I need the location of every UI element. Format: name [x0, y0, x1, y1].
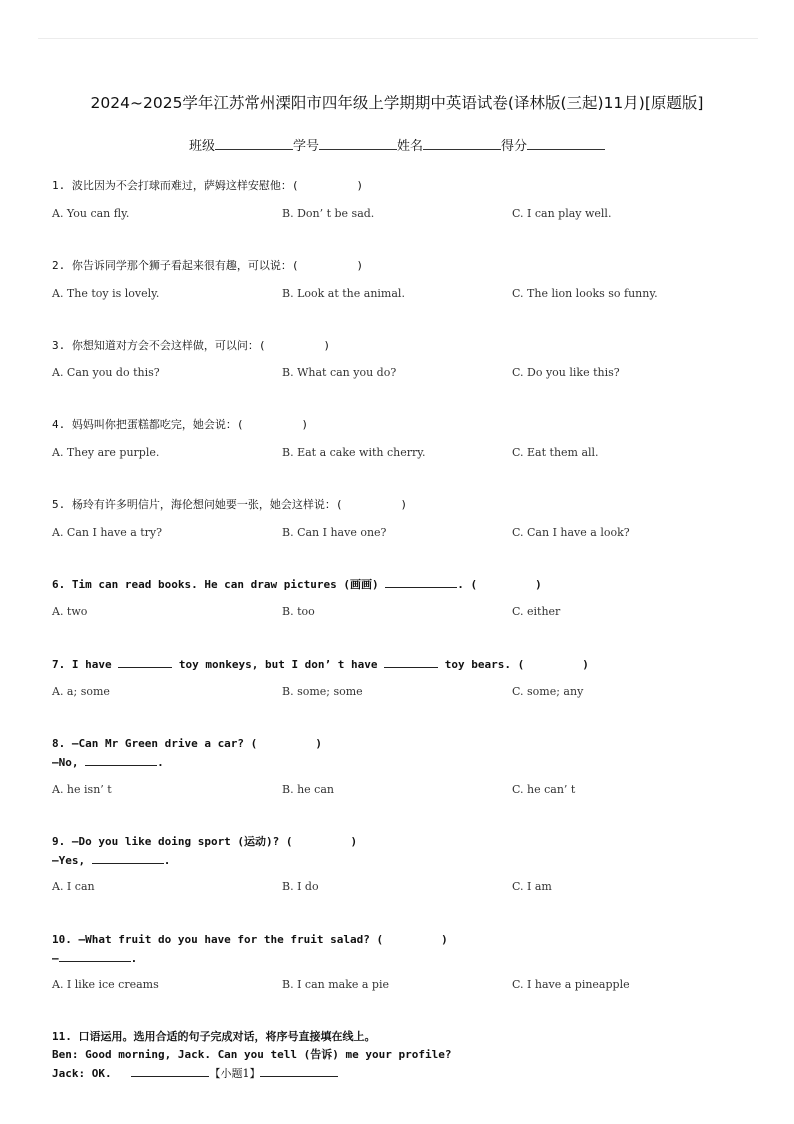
question-10-stem: [52, 931, 448, 949]
question-8-option-a[interactable]: A. he isn’ t: [52, 783, 112, 796]
question-4-option-c[interactable]: C. Eat them all.: [512, 446, 599, 459]
class-label: 班级: [188, 139, 215, 154]
question-11-stem: 11. 口语运用。选用合适的句子完成对话，将序号直接填在线上。: [52, 1030, 376, 1043]
question-4-stem: [52, 416, 308, 434]
answer-end: .: [130, 952, 138, 965]
name-label: 姓名: [397, 139, 424, 154]
dialogue-line-2: [52, 1065, 338, 1083]
paren-close: ): [315, 737, 322, 750]
dialogue-line-1: Ben: Good morning, Jack. Can you tell (告诉) me your profile?: [52, 1048, 452, 1061]
answer-end: .: [163, 854, 171, 867]
question-text: 9. —Do you like doing sport (运动)? (: [52, 835, 293, 848]
paren-close: ): [350, 835, 358, 848]
answer-blank[interactable]: [85, 754, 157, 766]
question-1-option-b[interactable]: B. Don’ t be sad.: [282, 207, 375, 220]
answer-prefix: —: [52, 952, 59, 965]
question-8-line2: [52, 754, 164, 772]
question-9-stem: [52, 833, 357, 851]
answer-blank[interactable]: [59, 950, 131, 962]
question-text-middle: toy monkeys, but I don’ t have: [172, 658, 385, 671]
question-6-stem: [52, 576, 542, 594]
question-text: 5. 杨玲有许多明信片，海伦想问她要一张，她会这样说：(: [52, 498, 343, 511]
question-text-end: . (: [457, 578, 478, 591]
question-1-option-a[interactable]: A. You can fly.: [52, 207, 130, 220]
question-text: 4. 妈妈叫你把蛋糕都吃完，她会说：(: [52, 418, 244, 431]
question-5-stem: [52, 496, 407, 514]
question-9-line2: [52, 852, 170, 870]
question-2-option-c[interactable]: C. The lion looks so funny.: [512, 287, 658, 300]
paren-close: ): [356, 259, 364, 272]
question-4-option-b[interactable]: B. Eat a cake with cherry.: [282, 446, 426, 459]
class-blank[interactable]: [215, 137, 293, 150]
answer-blank[interactable]: [92, 852, 164, 864]
dialogue-speaker-text: Jack: OK.: [52, 1067, 112, 1080]
question-9-option-c[interactable]: C. I am: [512, 880, 552, 893]
score-blank[interactable]: [527, 137, 605, 150]
question-5-option-b[interactable]: B. Can I have one?: [282, 526, 387, 539]
question-text: 6. Tim can read books. He can draw pictures (画画): [52, 578, 386, 591]
question-text: 10. —What fruit do you have for the fruit salad? (: [52, 933, 384, 946]
answer-blank-1[interactable]: [118, 656, 172, 668]
question-1-stem: [52, 177, 363, 195]
top-divider: [38, 38, 758, 39]
question-text-end: toy bears. (: [438, 658, 525, 671]
question-text: 1. 波比因为不会打球而难过，萨姆这样安慰他：(: [52, 179, 299, 192]
question-3-stem: [52, 337, 330, 355]
paren-close: ): [582, 658, 589, 671]
answer-blank-right[interactable]: [260, 1065, 338, 1077]
answer-blank-left[interactable]: [131, 1065, 209, 1077]
question-7-option-a[interactable]: A. a; some: [52, 685, 110, 698]
score-label: 得分: [501, 139, 528, 154]
question-text: 7. I have: [52, 658, 119, 671]
answer-end: .: [157, 756, 164, 769]
question-6-option-a[interactable]: A. two: [52, 605, 88, 618]
question-10-option-b[interactable]: B. I can make a pie: [282, 978, 390, 991]
paren-close: ): [400, 498, 408, 511]
question-6-option-b[interactable]: B. too: [282, 605, 315, 618]
question-text: 2. 你告诉同学那个狮子看起来很有趣，可以说：(: [52, 259, 299, 272]
student-id-label: 学号: [292, 139, 319, 154]
name-blank[interactable]: [423, 137, 501, 150]
answer-prefix: —Yes,: [52, 854, 92, 867]
question-9-option-b[interactable]: B. I do: [282, 880, 319, 893]
question-9-option-a[interactable]: A. I can: [52, 880, 95, 893]
student-info-row: [0, 135, 794, 154]
question-10-option-a[interactable]: A. I like ice creams: [52, 978, 159, 991]
paren-close: ): [323, 339, 331, 352]
question-3-option-c[interactable]: C. Do you like this?: [512, 366, 620, 379]
paren-close: ): [356, 179, 364, 192]
paren-close: ): [301, 418, 309, 431]
subquestion-label: 【小题1】: [209, 1067, 261, 1080]
question-text: 3. 你想知道对方会不会这样做，可以问：(: [52, 339, 266, 352]
question-2-option-b[interactable]: B. Look at the animal.: [282, 287, 405, 300]
paren-close: ): [441, 933, 448, 946]
question-1-option-c[interactable]: C. I can play well.: [512, 207, 612, 220]
question-2-stem: [52, 257, 363, 275]
student-id-blank[interactable]: [319, 137, 397, 150]
question-4-option-a[interactable]: A. They are purple.: [52, 446, 160, 459]
answer-prefix: —No,: [52, 756, 86, 769]
question-5-option-a[interactable]: A. Can I have a try?: [52, 526, 163, 539]
question-8-stem: [52, 735, 322, 753]
question-7-stem: [52, 656, 589, 674]
question-8-option-b[interactable]: B. he can: [282, 783, 334, 796]
question-10-option-c[interactable]: C. I have a pineapple: [512, 978, 630, 991]
question-5-option-c[interactable]: C. Can I have a look?: [512, 526, 630, 539]
question-8-option-c[interactable]: C. he can’ t: [512, 783, 576, 796]
question-7-option-b[interactable]: B. some; some: [282, 685, 363, 698]
question-10-line2: [52, 950, 137, 968]
question-6-option-c[interactable]: C. either: [512, 605, 561, 618]
question-3-option-b[interactable]: B. What can you do?: [282, 366, 397, 379]
paren-close: ): [535, 578, 542, 591]
question-3-option-a[interactable]: A. Can you do this?: [52, 366, 160, 379]
page-title: 2024~2025学年江苏常州溧阳市四年级上学期期中英语试卷(译林版(三起)11月)[原题版]: [90, 94, 704, 112]
question-2-option-a[interactable]: A. The toy is lovely.: [52, 287, 160, 300]
question-text: 8. —Can Mr Green drive a car? (: [52, 737, 258, 750]
answer-blank[interactable]: [385, 576, 457, 588]
answer-blank-2[interactable]: [384, 656, 438, 668]
question-7-option-c[interactable]: C. some; any: [512, 685, 584, 698]
